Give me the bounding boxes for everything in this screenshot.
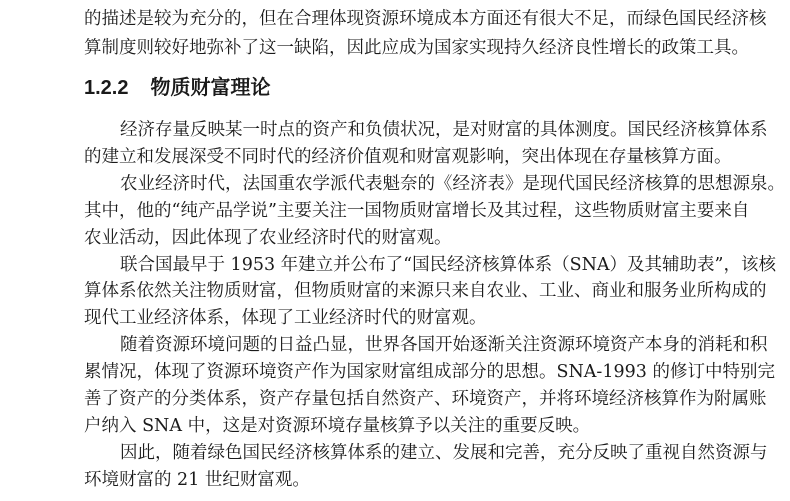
paragraph-2-line: 其中，他的“纯产品学说”主要关注一国物质财富增长及其过程，这些物质财富主要来自 [84, 200, 750, 221]
paragraph-4-line: 随着资源环境问题的日益凸显，世界各国开始逐渐关注资源环境资产本身的消耗和积 [120, 335, 768, 356]
paragraph-2-line: 农业活动，因此体现了农业经济时代的财富观。 [84, 227, 452, 248]
paragraph-4-line: 户纳入 SNA 中，这是对资源环境存量核算予以关注的重要反映。 [84, 415, 591, 436]
text-line: 的描述是较为充分的，但在合理体现资源环境成本方面还有很大不足，而绿色国民经济核 [84, 9, 767, 29]
paragraph-3-line: 联合国最早于 1953 年建立并公布了“国民经济核算体系（SNA）及其辅助表”，该核 [120, 254, 776, 275]
paragraph-1-line: 的建立和发展深受不同时代的经济价值观和财富观影响，突出体现在存量核算方面。 [84, 146, 732, 167]
paragraph-4-line: 善了资产的分类体系，资产存量包括自然资产、环境资产，并将环境经济核算作为附属账 [84, 389, 767, 409]
paragraph-2-line: 农业经济时代，法国重农学派代表魁奈的《经济表》是现代国民经济核算的思想源泉。 [120, 173, 785, 194]
paragraph-3-line: 算体系依然关注物质财富，但物质财富的来源只来自农业、工业、商业和服务业所构成的 [84, 281, 767, 302]
paragraph-1-line: 经济存量反映某一时点的资产和负债状况，是对财富的具体测度。国民经济核算体系 [120, 120, 768, 140]
text-line: 算制度则较好地弥补了这一缺陷，因此应成为国家实现持久经济良性增长的政策工具。 [84, 38, 749, 58]
paragraph-5-line: 因此，随着绿色国民经济核算体系的建立、发展和完善，充分反映了重视自然资源与 [120, 442, 768, 463]
paragraph-3-line: 现代工业经济体系，体现了工业经济时代的财富观。 [84, 308, 487, 329]
section-title: 物质财富理论 [150, 77, 271, 99]
paragraph-4-line: 累情况，体现了资源环境资产作为国家财富组成部分的思想。SNA-1993 的修订中特别完 [84, 362, 775, 383]
section-heading [84, 74, 270, 102]
paragraph-5-line: 环境财富的 21 世纪财富观。 [84, 469, 310, 490]
section-number: 1.2.2 [84, 77, 129, 99]
